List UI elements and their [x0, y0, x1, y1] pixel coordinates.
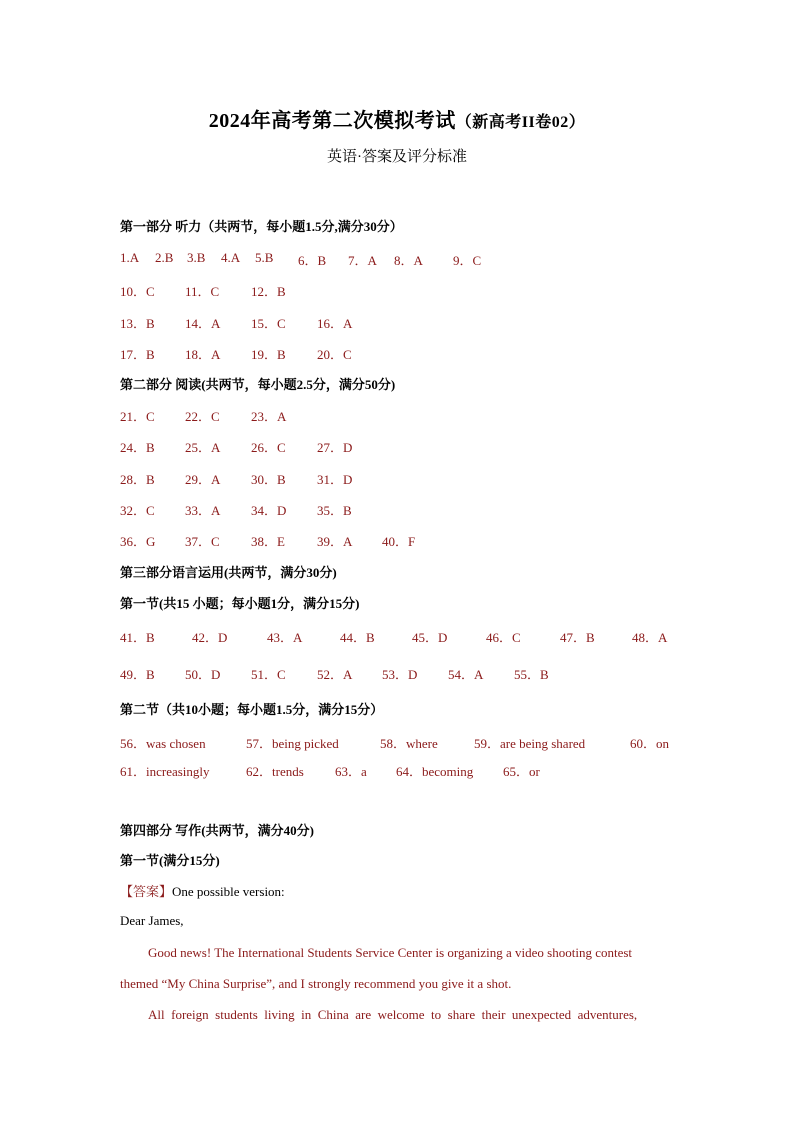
- title-main: 2024年高考第二次模拟考试: [208, 110, 456, 132]
- answer-item: 59．are being shared: [474, 736, 586, 751]
- answer-item: 61．increasingly: [120, 764, 210, 779]
- answer-item: 64．becoming: [396, 764, 474, 779]
- answer-item: 21．C: [120, 409, 155, 424]
- answer-item: 1.A: [120, 250, 140, 265]
- part4-section1-heading: 第一节(满分15分): [120, 853, 220, 868]
- answer-item: 3.B: [187, 250, 206, 265]
- answer-item: 46．C: [486, 630, 521, 645]
- answer-item: 20．C: [317, 347, 352, 362]
- answer-item: 16．A: [317, 316, 353, 331]
- answer-item: 48．A: [632, 630, 668, 645]
- answer-item: 35．B: [317, 503, 352, 518]
- answer-item: 62．trends: [246, 764, 304, 779]
- answer-item: 8．A: [394, 253, 423, 268]
- answer-item: 2.B: [155, 250, 174, 265]
- page-subtitle: 英语·答案及评分标准: [327, 149, 467, 165]
- part1-heading: 第一部分 听力（共两节，每小题1.5分,满分30分）: [120, 219, 403, 234]
- answer-item: 60．on: [630, 736, 670, 751]
- answer-item: 25．A: [185, 440, 221, 455]
- answer-item: 53．D: [382, 667, 418, 682]
- part2-heading: 第二部分 阅读(共两节，每小题2.5分，满分50分): [120, 377, 396, 392]
- answer-item: 39．A: [317, 534, 353, 549]
- answer-intro-line: [120, 881, 675, 900]
- answer-item: 32．C: [120, 503, 155, 518]
- answer-label: 【答案】: [120, 884, 173, 899]
- answer-item: 34．D: [251, 503, 287, 518]
- answer-item: 9．C: [453, 253, 482, 268]
- answer-item: 52．A: [317, 667, 353, 682]
- answer-item: 10．C: [120, 284, 155, 299]
- essay-para1-line1: Good news! The International Students Service Center is organizing a video shooting contest: [148, 945, 633, 960]
- answer-item: 5.B: [255, 250, 274, 265]
- answer-item: 42．D: [192, 630, 228, 645]
- answer-item: 30．B: [251, 472, 286, 487]
- answer-item: 41．B: [120, 630, 155, 645]
- answer-item: 17．B: [120, 347, 155, 362]
- answer-item: 63．a: [335, 764, 367, 779]
- answer-item: 56．was chosen: [120, 736, 206, 751]
- part3-section2-heading: 第二节（共10小题；每小题1.5分，满分15分）: [120, 702, 384, 717]
- answer-item: 43．A: [267, 630, 303, 645]
- letter-greeting: Dear James,: [120, 913, 184, 928]
- answer-item: 54．A: [448, 667, 484, 682]
- answer-item: 50．D: [185, 667, 221, 682]
- answer-intro: One possible version:: [172, 884, 285, 899]
- page-title: [0, 104, 794, 133]
- answer-item: 45．D: [412, 630, 448, 645]
- answer-item: 27．D: [317, 440, 353, 455]
- answer-item: 37．C: [185, 534, 220, 549]
- part3-heading: 第三部分语言运用(共两节，满分30分): [120, 565, 337, 580]
- answer-item: 29．A: [185, 472, 221, 487]
- answer-item: 12．B: [251, 284, 286, 299]
- answer-item: 6．B: [298, 253, 327, 268]
- answer-item: 23．A: [251, 409, 287, 424]
- part3-section1-heading: 第一节(共15 小题；每小题1分，满分15分): [120, 596, 360, 611]
- answer-item: 19．B: [251, 347, 286, 362]
- answer-item: 55．B: [514, 667, 549, 682]
- answer-item: 4.A: [221, 250, 241, 265]
- answer-item: 22．C: [185, 409, 220, 424]
- answer-item: 18．A: [185, 347, 221, 362]
- answer-item: 49．B: [120, 667, 155, 682]
- answer-item: 31．D: [317, 472, 353, 487]
- answer-item: 11．C: [185, 284, 220, 299]
- answer-item: 40．F: [382, 534, 416, 549]
- answer-item: 38．E: [251, 534, 285, 549]
- part4-heading: 第四部分 写作(共两节，满分40分): [120, 823, 314, 838]
- answer-item: 47．B: [560, 630, 595, 645]
- answer-item: 58．where: [380, 736, 438, 751]
- answer-item: 28．B: [120, 472, 155, 487]
- answer-item: 65．or: [503, 764, 540, 779]
- answer-item: 33．A: [185, 503, 221, 518]
- title-paren: （新高考II卷02）: [455, 114, 586, 131]
- answer-item: 24．B: [120, 440, 155, 455]
- answer-item: 13．B: [120, 316, 155, 331]
- answer-item: 7．A: [348, 253, 377, 268]
- essay-para2-line1: All foreign students living in China are welcome to share their unexpected adventures,: [148, 1007, 638, 1022]
- answer-item: 14．A: [185, 316, 221, 331]
- answer-item: 44．B: [340, 630, 375, 645]
- answer-item: 57．being picked: [246, 736, 339, 751]
- answer-item: 15．C: [251, 316, 286, 331]
- answer-item: 26．C: [251, 440, 286, 455]
- essay-para1-line2: themed “My China Surprise”, and I strongly recommend you give it a shot.: [120, 976, 512, 991]
- answer-item: 51．C: [251, 667, 286, 682]
- answer-item: 36．G: [120, 534, 156, 549]
